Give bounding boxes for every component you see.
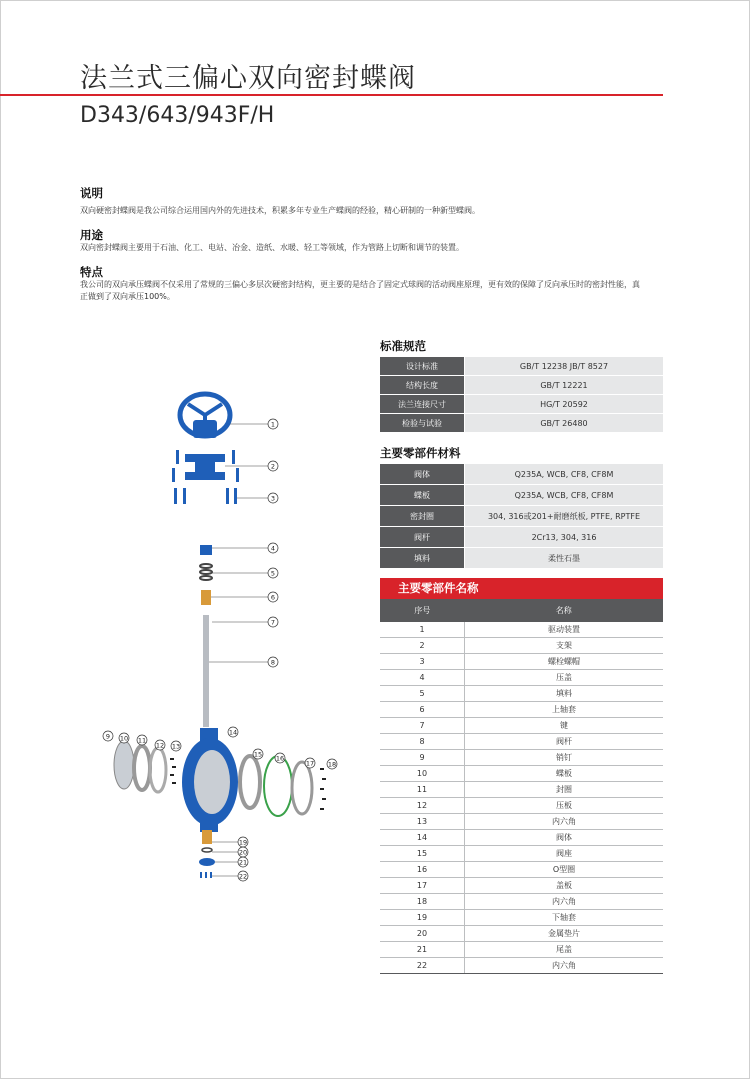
pressure-plate-illustration [150,748,166,792]
table-row [380,830,663,846]
part-number: 20 [380,926,465,942]
part-name: 阀杆 [465,734,664,750]
callout-label: 22 [238,872,248,881]
table-row [380,638,663,654]
table-row [380,395,663,414]
part-number: 9 [380,750,465,766]
standards-key: 法兰连接尺寸 [380,395,465,414]
table-row [380,622,663,638]
callout-label: 6 [270,593,276,602]
callout-label: 8 [270,658,276,667]
end-screws-illustration [200,872,212,878]
section-heading-description: 说明 [80,186,103,200]
part-name: 压板 [465,798,664,814]
part-name: 内六角 [465,894,664,910]
standards-value: GB/T 26480 [465,414,664,433]
table-row [380,926,663,942]
callout-label: 7 [270,618,276,627]
callout-label: 11 [137,736,147,745]
callout-label: 12 [155,741,165,750]
table-row [380,485,663,506]
materials-key: 阀体 [380,464,465,485]
title-rule [0,94,663,96]
table-row [380,782,663,798]
part-name: 阀座 [465,846,664,862]
standards-value: HG/T 20592 [465,395,664,414]
col-header-number: 序号 [380,599,465,622]
callout-label: 2 [270,462,276,471]
bracket-illustration [185,454,225,480]
materials-value: Q235A, WCB, CF8, CF8M [465,464,664,485]
table-row [380,654,663,670]
standards-heading: 标准规范 [380,339,426,353]
callout-label: 15 [253,750,263,759]
part-number: 3 [380,654,465,670]
callout-label: 17 [305,759,315,768]
table-row [380,942,663,958]
materials-key: 填料 [380,548,465,569]
part-name: 上轴套 [465,702,664,718]
seal-ring-illustration [134,746,150,790]
page-title: 法兰式三偏心双向密封蝶阀 [80,63,416,94]
table-row [380,814,663,830]
part-number: 11 [380,782,465,798]
callout-label: 5 [270,569,276,578]
part-name: 压盖 [465,670,664,686]
part-number: 17 [380,878,465,894]
table-row [380,506,663,527]
part-name: 下轴套 [465,910,664,926]
parts-table [380,599,663,974]
table-row [380,376,663,395]
section-text-description: 双向硬密封蝶阀是我公司综合运用国内外的先进技术，积累多年专业生产蝶阀的经验，精心研制的一种新型蝶阀。 [80,206,480,215]
table-row [380,894,663,910]
materials-value: 柔性石墨 [465,548,664,569]
callout-label: 3 [270,494,276,503]
part-name: 封圈 [465,782,664,798]
table-row [380,670,663,686]
table-row [380,798,663,814]
materials-value: 304, 316或201+耐磨纸板, PTFE, RPTFE [465,506,664,527]
cover-screws-illustration [320,768,326,810]
part-number: 22 [380,958,465,974]
callout-label: 13 [171,742,181,751]
part-name: 填料 [465,686,664,702]
o-ring-illustration [264,756,292,816]
table-row [380,734,663,750]
table-row [380,527,663,548]
part-name: 内六角 [465,958,664,974]
table-header-row [380,599,663,622]
table-row [380,862,663,878]
materials-key: 密封圈 [380,506,465,527]
table-row [380,766,663,782]
packing-illustration [200,564,212,580]
part-name: 金属垫片 [465,926,664,942]
materials-value: Q235A, WCB, CF8, CF8M [465,485,664,506]
callout-label: 1 [270,420,276,429]
disc-illustration [114,741,134,789]
table-row [380,910,663,926]
section-text-usage: 双向密封蝶阀主要用于石油、化工、电站、冶金、造纸、水暖、轻工等领域，作为管路上切断和调节的装置。 [80,243,464,252]
standards-key: 结构长度 [380,376,465,395]
table-row [380,750,663,766]
part-name: 盖板 [465,878,664,894]
table-row [380,718,663,734]
part-number: 21 [380,942,465,958]
part-number: 19 [380,910,465,926]
part-name: 阀体 [465,830,664,846]
part-number: 14 [380,830,465,846]
standards-table [380,357,663,433]
callout-label: 4 [270,544,276,553]
part-name: 驱动装置 [465,622,664,638]
part-name: 销钉 [465,750,664,766]
hex-screws-illustration [170,758,176,784]
callout-label: 18 [327,760,337,769]
stem-illustration [203,615,209,727]
materials-heading: 主要零部件材料 [380,446,461,460]
callout-label: 21 [238,858,248,867]
table-row [380,846,663,862]
part-number: 1 [380,622,465,638]
materials-key: 蝶板 [380,485,465,506]
part-name: 键 [465,718,664,734]
table-row [380,686,663,702]
table-row [380,357,663,376]
table-row [380,878,663,894]
table-row [380,702,663,718]
part-number: 12 [380,798,465,814]
gland-illustration [200,545,212,555]
section-heading-features: 特点 [80,265,103,279]
valve-body-illustration [182,728,238,832]
parts-heading: 主要零部件名称 [380,578,663,599]
part-name: 螺栓螺帽 [465,654,664,670]
gasket-illustration [202,848,212,852]
handwheel-illustration [180,394,230,438]
section-text-features: 我公司的双向承压蝶阀不仅采用了常规的三偏心多层次硬密封结构，更主要的是结合了固定式球阀的活动阀座原理，更有效的保障了反向承压时的密封性能，真正做到了双向承压100%。 [80,280,640,301]
end-cover-illustration [199,858,215,866]
materials-table [380,464,663,569]
model-number: D343/643/943F/H [80,103,275,128]
part-number: 13 [380,814,465,830]
part-number: 15 [380,846,465,862]
callout-label: 16 [275,754,285,763]
section-heading-usage: 用途 [80,228,103,242]
upper-bushing-illustration [201,590,211,605]
exploded-valve-diagram [90,390,350,890]
part-name: 尾盖 [465,942,664,958]
table-row [380,414,663,433]
col-header-name: 名称 [465,599,664,622]
table-row [380,958,663,974]
seat-illustration [240,756,260,808]
lower-bushing-illustration [202,830,212,844]
materials-value: 2Cr13, 304, 316 [465,527,664,548]
part-number: 10 [380,766,465,782]
standards-value: GB/T 12221 [465,376,664,395]
part-number: 4 [380,670,465,686]
part-number: 6 [380,702,465,718]
part-number: 5 [380,686,465,702]
callout-label: 20 [238,848,248,857]
part-number: 7 [380,718,465,734]
part-number: 8 [380,734,465,750]
table-row [380,548,663,569]
standards-value: GB/T 12238 JB/T 8527 [465,357,664,376]
standards-key: 设计标准 [380,357,465,376]
standards-key: 检验与试验 [380,414,465,433]
callout-label: 14 [228,728,238,737]
part-name: 内六角 [465,814,664,830]
part-number: 2 [380,638,465,654]
table-row [380,464,663,485]
materials-key: 阀杆 [380,527,465,548]
callout-label: 10 [119,734,129,743]
part-number: 18 [380,894,465,910]
callout-label: 19 [238,838,248,847]
part-number: 16 [380,862,465,878]
part-name: 支架 [465,638,664,654]
callout-label: 9 [105,732,111,741]
part-name: 蝶板 [465,766,664,782]
part-name: O型圈 [465,862,664,878]
